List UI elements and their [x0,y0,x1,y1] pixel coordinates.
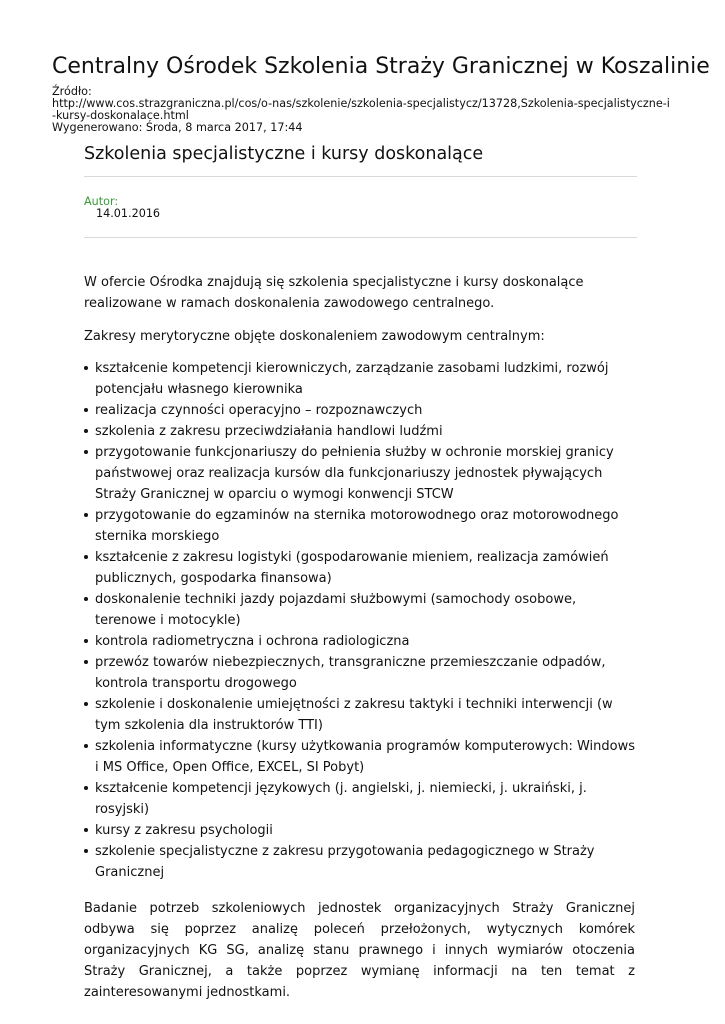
list-item: kursy z zakresu psychologii [84,820,636,841]
list-item: kształcenie kompetencji językowych (j. angielski, j. niemiecki, j. ukraiński, j. rosyjski) [84,778,636,820]
title-divider [84,176,637,177]
author-label: Autor: [84,195,119,208]
article-content [84,272,644,1003]
list-item: kształcenie kompetencji kierowniczych, zarządzanie zasobami ludzkimi, rozwój potencjału własnego kierownika [84,358,636,400]
list-item: kształcenie z zakresu logistyki (gospodarowanie mieniem, realizacja zamówień publicznych, gospodarka finansowa) [84,547,636,589]
scope-list [84,358,636,883]
list-item: przygotowanie funkcjonariuszy do pełnienia służby w ochronie morskiej granicy państwowej oraz realizacja kursów dla funkcjonariuszy jednostek pływających Straży Granicznej w oparciu o wymogi konwencji STCW [84,442,636,505]
scope-heading: Zakresy merytoryczne objęte doskonaleniem zawodowym centralnym: [84,329,545,344]
site-title: Centralny Ośrodek Szkolenia Straży Granicznej w Koszalinie [52,54,710,79]
intro-paragraph: W ofercie Ośrodka znajdują się szkolenia specjalistyczne i kursy doskonalące realizowane w ramach doskonalenia zawodowego centralnego. [84,275,584,311]
list-item: przygotowanie do egzaminów na sternika motorowodnego oraz motorowodnego sternika morskiego [84,505,636,547]
conclusion-paragraph: Badanie potrzeb szkoleniowych jednostek organizacyjnych Straży Granicznej odbywa się poprzez analizę poleceń przełożonych, wytycznych komórek organizacyjnych KG SG, analizę stanu prawnego i innych wymiarów otoczenia Straży Granicznej, a także poprzez wymianę informacji na ten temat z zainteresowanymi jednostkami. [84,901,635,1000]
list-item: przewóz towarów niebezpiecznych, transgraniczne przemieszczanie odpadów, kontrola transportu drogowego [84,652,636,694]
list-item: szkolenie specjalistyczne z zakresu przygotowania pedagogicznego w Straży Granicznej [84,841,636,883]
list-item: szkolenia informatyczne (kursy użytkowania programów komputerowych: Windows i MS Office, Open Office, EXCEL, SI Pobyt) [84,736,636,778]
list-item: szkolenie i doskonalenie umiejętności z zakresu taktyki i techniki interwencji (w tym szkolenia dla instruktorów TTI) [84,694,636,736]
generated-timestamp: Wygenerowano: Środa, 8 marca 2017, 17:44 [52,121,303,134]
meta-divider [84,237,637,238]
list-item: kontrola radiometryczna i ochrona radiologiczna [84,631,636,652]
list-item: realizacja czynności operacyjno – rozpoznawczych [84,400,636,421]
source-info [52,86,672,134]
list-item: doskonalenie techniki jazdy pojazdami służbowymi (samochody osobowe, terenowe i motocykle) [84,589,636,631]
source-label: Źródło: [52,85,92,98]
list-item: szkolenia z zakresu przeciwdziałania handlowi ludźmi [84,421,636,442]
article-title: Szkolenia specjalistyczne i kursy doskonalące [84,144,484,164]
article-date: 14.01.2016 [96,207,161,220]
source-url[interactable]: http://www.cos.strazgraniczna.pl/cos/o-nas/szkolenie/szkolenia-specjalistycz/13728,Szkolenia-specjalistyczne-i-kursy-doskonalace.html [52,97,670,122]
